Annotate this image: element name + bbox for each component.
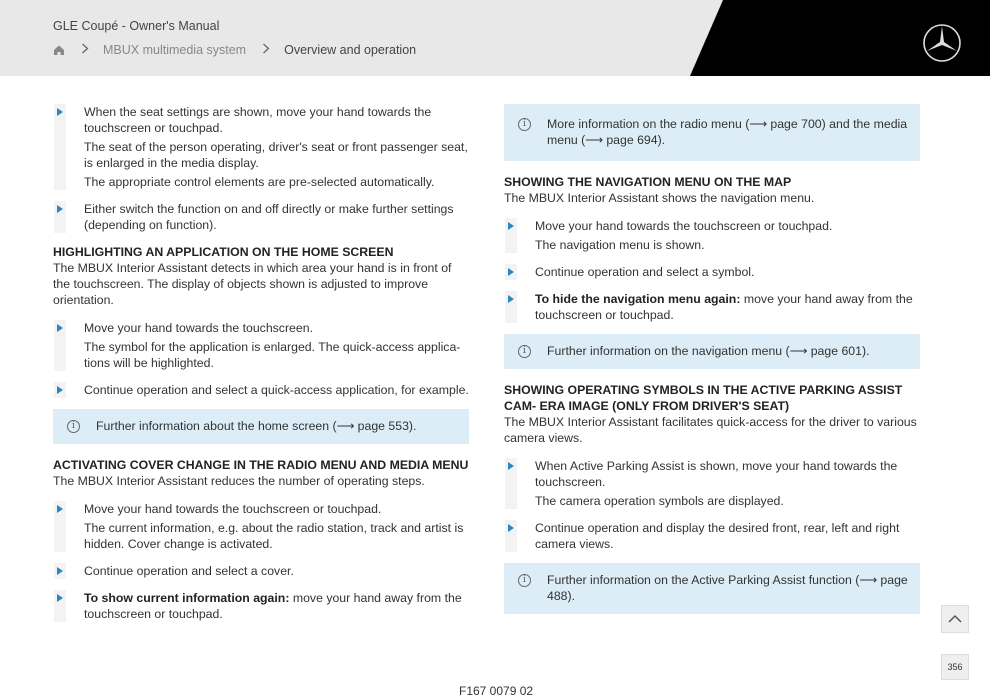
step-text: Continue operation and select a cover. <box>84 564 294 578</box>
step-bold-label: To hide the navigation menu again: <box>535 292 741 306</box>
list-item <box>53 590 469 622</box>
step-text <box>535 291 920 323</box>
list-item <box>504 520 920 552</box>
page-number-button[interactable]: 356 <box>941 654 969 680</box>
scroll-to-top-button[interactable] <box>941 605 969 633</box>
bullet-arrow-icon <box>508 462 514 470</box>
list-item <box>53 104 469 190</box>
bullet-arrow-icon <box>508 524 514 532</box>
step-bold-label: To show current information again: <box>84 591 290 605</box>
section-intro: The MBUX Interior Assistant facilitates quick-access for the driver to various camera views. <box>504 415 917 445</box>
chevron-right-icon <box>81 42 89 57</box>
step-text: Continue operation and display the desired front, rear, left and right camera views. <box>535 521 900 551</box>
figure-code: F167 0079 02 <box>459 684 534 698</box>
step-text: Move your hand towards the touchscreen. <box>84 321 313 335</box>
section-intro: The MBUX Interior Assistant detects in which area your hand is in front of the touchscreen. The display of objects shown is adjusted to improve orientation. <box>53 261 452 307</box>
breadcrumb-item-mbux[interactable]: MBUX multimedia system <box>103 42 247 57</box>
result-text: The navigation menu is shown. <box>535 238 705 252</box>
result-text: The camera operation symbols are displayed. <box>535 494 784 508</box>
section-heading: SHOWING OPERATING SYMBOLS IN THE ACTIVE PARKING ASSIST CAM- ERA IMAGE (ONLY FROM DRIVER'S SEAT) <box>504 383 903 413</box>
info-icon: i <box>518 574 531 587</box>
bullet-arrow-icon <box>57 505 63 513</box>
bullet-arrow-icon <box>57 108 63 116</box>
info-box <box>53 409 469 444</box>
info-icon: i <box>518 345 531 358</box>
list-item <box>53 501 469 552</box>
bullet-arrow-icon <box>57 205 63 213</box>
home-icon[interactable] <box>53 44 65 56</box>
step-text: Move your hand towards the touchscreen or touchpad. <box>84 502 382 516</box>
info-box <box>504 334 920 369</box>
info-text[interactable]: Further information about the home screen (⟶ page 553). <box>96 419 417 433</box>
step-rest: move your hand away from the touchscreen or touchpad. <box>84 591 462 621</box>
step-text: When Active Parking Assist is shown, move your hand towards the touchscreen. <box>535 459 898 489</box>
step-text: Move your hand towards the touchscreen or touchpad. <box>535 219 833 233</box>
step-text <box>84 590 469 622</box>
bullet-arrow-icon <box>508 268 514 276</box>
list-item <box>504 218 920 253</box>
info-icon: i <box>67 420 80 433</box>
bullet-arrow-icon <box>57 386 63 394</box>
section-heading: SHOWING THE NAVIGATION MENU ON THE MAP <box>504 175 792 189</box>
chevron-up-icon <box>942 606 968 632</box>
result-text: The current information, e.g. about the radio station, track and artist is hidden. Cover change is activated. <box>84 521 464 551</box>
bullet-arrow-icon <box>57 594 63 602</box>
bullet-arrow-icon <box>57 324 63 332</box>
step-text: Either switch the function on and off directly or make further settings (depending on function). <box>84 202 454 232</box>
result-text: The seat of the person operating, driver's seat or front passenger seat, is enlarged in the media display. <box>84 140 468 170</box>
document-title: GLE Coupé - Owner's Manual <box>53 19 220 33</box>
info-text[interactable]: More information on the radio menu (⟶ page 700) and the media menu (⟶ page 694). <box>547 117 908 147</box>
step-text: When the seat settings are shown, move your hand towards the touchscreen or touchpad. <box>84 105 432 135</box>
step-text: Continue operation and select a quick-access application, for example. <box>84 383 469 397</box>
section-heading: HIGHLIGHTING AN APPLICATION ON THE HOME SCREEN <box>53 245 394 259</box>
mercedes-star-logo-icon <box>922 23 962 63</box>
list-item <box>53 201 469 233</box>
section-heading: ACTIVATING COVER CHANGE IN THE RADIO MENU AND MEDIA MENU <box>53 458 469 472</box>
list-item <box>504 458 920 509</box>
left-column <box>53 104 469 633</box>
info-box <box>504 104 920 161</box>
breadcrumb <box>53 42 416 57</box>
info-text[interactable]: Further information on the navigation menu (⟶ page 601). <box>547 344 870 358</box>
result-text: The symbol for the application is enlarged. The quick-access applica- tions will be highlighted. <box>84 340 461 370</box>
breadcrumb-item-current: Overview and operation <box>284 42 417 57</box>
list-item <box>504 291 920 323</box>
info-text[interactable]: Further information on the Active Parking Assist function (⟶ page 488). <box>547 573 908 603</box>
right-column <box>504 104 920 627</box>
info-icon: i <box>518 118 531 131</box>
step-rest: move your hand away from the touchscreen or touchpad. <box>535 292 913 322</box>
bullet-arrow-icon <box>508 295 514 303</box>
result-text: The appropriate control elements are pre-selected automatically. <box>84 175 435 189</box>
step-text: Continue operation and select a symbol. <box>535 265 755 279</box>
section-intro: The MBUX Interior Assistant reduces the number of operating steps. <box>53 474 425 488</box>
chevron-right-icon <box>262 42 270 57</box>
list-item <box>53 382 469 398</box>
section-intro: The MBUX Interior Assistant shows the navigation menu. <box>504 191 815 205</box>
list-item <box>504 264 920 280</box>
bullet-arrow-icon <box>508 222 514 230</box>
list-item <box>53 563 469 579</box>
bullet-arrow-icon <box>57 567 63 575</box>
info-box <box>504 563 920 614</box>
list-item <box>53 320 469 371</box>
